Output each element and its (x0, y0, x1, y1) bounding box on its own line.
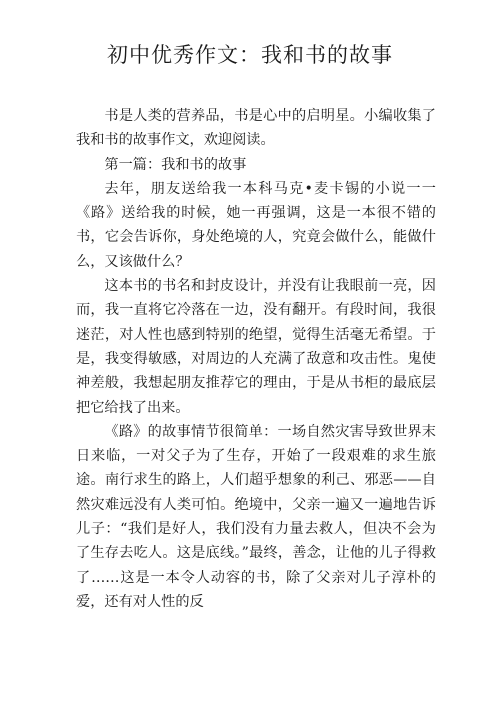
body-paragraph: 去年，朋友送给我一本科马克•麦卡锡的小说一一《路》送给我的时候，她一再强调，这是一本很不错的书，它会告诉你，身处绝境的人，究竟会做什么，能做什么，又该做什么？ (76, 180, 436, 270)
body-paragraph: 这本书的书名和封皮设计，并没有让我眼前一亮，因而，我一直将它冷落在一边，没有翻开。有段时间，我很迷茫，对人性也感到特别的绝望，觉得生活毫无希望。于是，我变得敏感，对周边的人充满了敌意和攻击性。鬼使神差般，我想起朋友推荐它的理由，于是从书柜的最底层把它给找了出来。 (76, 278, 436, 416)
document-title: 初中优秀作文：我和书的故事 (107, 43, 393, 67)
section-heading: 第一篇：我和书的故事 (104, 156, 247, 173)
document-body (76, 104, 436, 614)
intro-paragraph: 书是人类的营养品，书是心中的启明星。小编收集了我和书的故事作文，欢迎阅读。 (76, 108, 436, 149)
body-paragraph: 《路》的故事情节很简单：一场自然灾害导致世界末日来临，一对父子为了生存，开始了一段艰难的求生旅途。南行求生的路上，人们超乎想象的利己、邪恶——自然灾难远没有人类可怕。绝境中，父亲一遍又一遍地告诉儿子：“我们是好人，我们没有力量去救人，但决不会为了生存去吃人。这是底线。”最终，善念，让他的儿子得救了……这是一本令人动容的书，除了父亲对儿子淳朴的爱，还有对人性的反 (76, 423, 436, 610)
